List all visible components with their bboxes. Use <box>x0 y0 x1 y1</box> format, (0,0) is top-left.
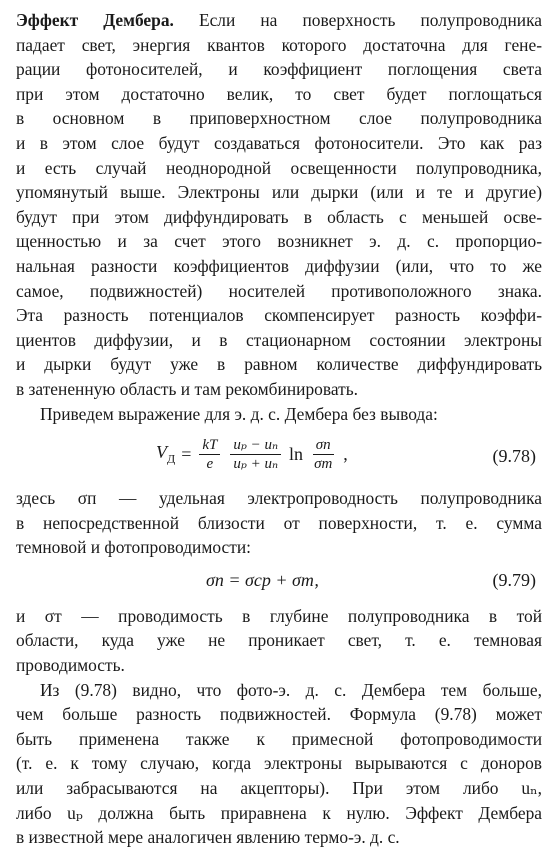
text-line: или забрасываются на акцепторы). При этом либо uₙ, <box>16 778 542 799</box>
text-line: самое, подвижностей) носителей противоположного знака. <box>16 280 542 301</box>
text-line: Эффект Дембера. Если на поверхность полупроводника <box>16 10 542 30</box>
text-line: нальная разности коэффициентов диффузии (или, что то же <box>16 255 542 276</box>
equation-9-79 <box>16 564 542 600</box>
fraction-kt-over-e: $\frac{kT}{e}$ <box>199 436 220 473</box>
text-line: в затененную область и там рекомбинировать. <box>16 378 358 399</box>
text-line: щенностью и за счет этого возникнет э. д. с. пропорцио- <box>16 231 542 252</box>
equation-number: (9.78) <box>492 446 536 467</box>
text-line: темновой и фотопроводимости: <box>16 537 251 558</box>
paragraph-lead-in <box>16 402 542 427</box>
text-line: рации фотоносителей, и коэффициент поглощения света <box>16 59 542 80</box>
text-line: будут при этом диффундировать в область с меньшей осве- <box>16 206 542 227</box>
page-content <box>16 8 542 850</box>
section-heading: Эффект Дембера. <box>16 10 174 30</box>
equals-sign: = <box>181 444 192 465</box>
text-line: циентов диффузии, и в стационарном состоянии электроны <box>16 329 542 350</box>
text-line: Из (9.78) видно, что фото-э. д. с. Дембера тем больше, <box>40 679 542 700</box>
text-line: падает свет, энергия квантов которого достаточна для гене- <box>16 34 542 55</box>
equation-comma: , <box>343 444 348 465</box>
text-line: Приведем выражение для э. д. с. Дембера без вывода: <box>40 403 438 424</box>
text-line: Эта разность потенциалов скомпенсирует разность коэффи- <box>16 305 542 326</box>
text-line: проводимость. <box>16 655 125 676</box>
paragraph-conclusion <box>16 678 542 850</box>
text-line: упомянутый выше. Электроны или дырки (или и те и другие) <box>16 182 542 203</box>
paragraph-intro <box>16 8 542 402</box>
text-line: области, куда уже не проникает свет, т. е. темновая <box>16 630 542 651</box>
text-line: при этом достаточно велик, то свет будет поглощаться <box>16 83 542 104</box>
text-line: либо uₚ должна быть приравнена к нулю. Эффект Дембера <box>16 802 542 823</box>
text-line: (т. е. к тому случаю, когда электроны вырываются с доноров <box>16 753 542 774</box>
fraction-mobility: $\frac{\text{uₚ − uₙ}}{\text{uₚ + uₙ}}$ <box>230 436 281 473</box>
text-line: и есть случай неоднородной освещенности полупроводника, <box>16 157 542 178</box>
text-line: и σт — проводимость в глубине полупроводника в той <box>16 605 542 626</box>
equation-expression <box>156 436 348 473</box>
equation-number: (9.79) <box>492 569 536 590</box>
text-line: быть применена также к примесной фотопроводимости <box>16 728 542 749</box>
text-line: и в этом слое будут создаваться фотоносители. Это как раз <box>16 132 542 153</box>
text-line: в основном в приповерхностном слое полупроводника <box>16 108 542 129</box>
text-line: в известной мере аналогичен явлению термо-э. д. с. <box>16 827 400 848</box>
paragraph-dark-conductivity <box>16 604 542 678</box>
lhs-symbol: $V_Д$ <box>156 442 176 466</box>
fraction-conductivity: $\frac{\sigma п}{\sigma т}$ <box>314 437 333 473</box>
equation-expression: σп = σср + σт, <box>206 569 319 590</box>
text-line: в непосредственной близости от поверхности, т. е. сумма <box>16 512 542 533</box>
equation-9-78 <box>16 428 542 484</box>
text-line: здесь σп — удельная электропроводность полупроводника <box>16 488 542 509</box>
text-line: чем больше разность подвижностей. Формула (9.78) может <box>16 704 542 725</box>
ln-operator: ln <box>289 444 304 465</box>
text-line: и дырки будут уже в равном количестве диффундировать <box>16 354 542 375</box>
paragraph-definition <box>16 486 542 560</box>
